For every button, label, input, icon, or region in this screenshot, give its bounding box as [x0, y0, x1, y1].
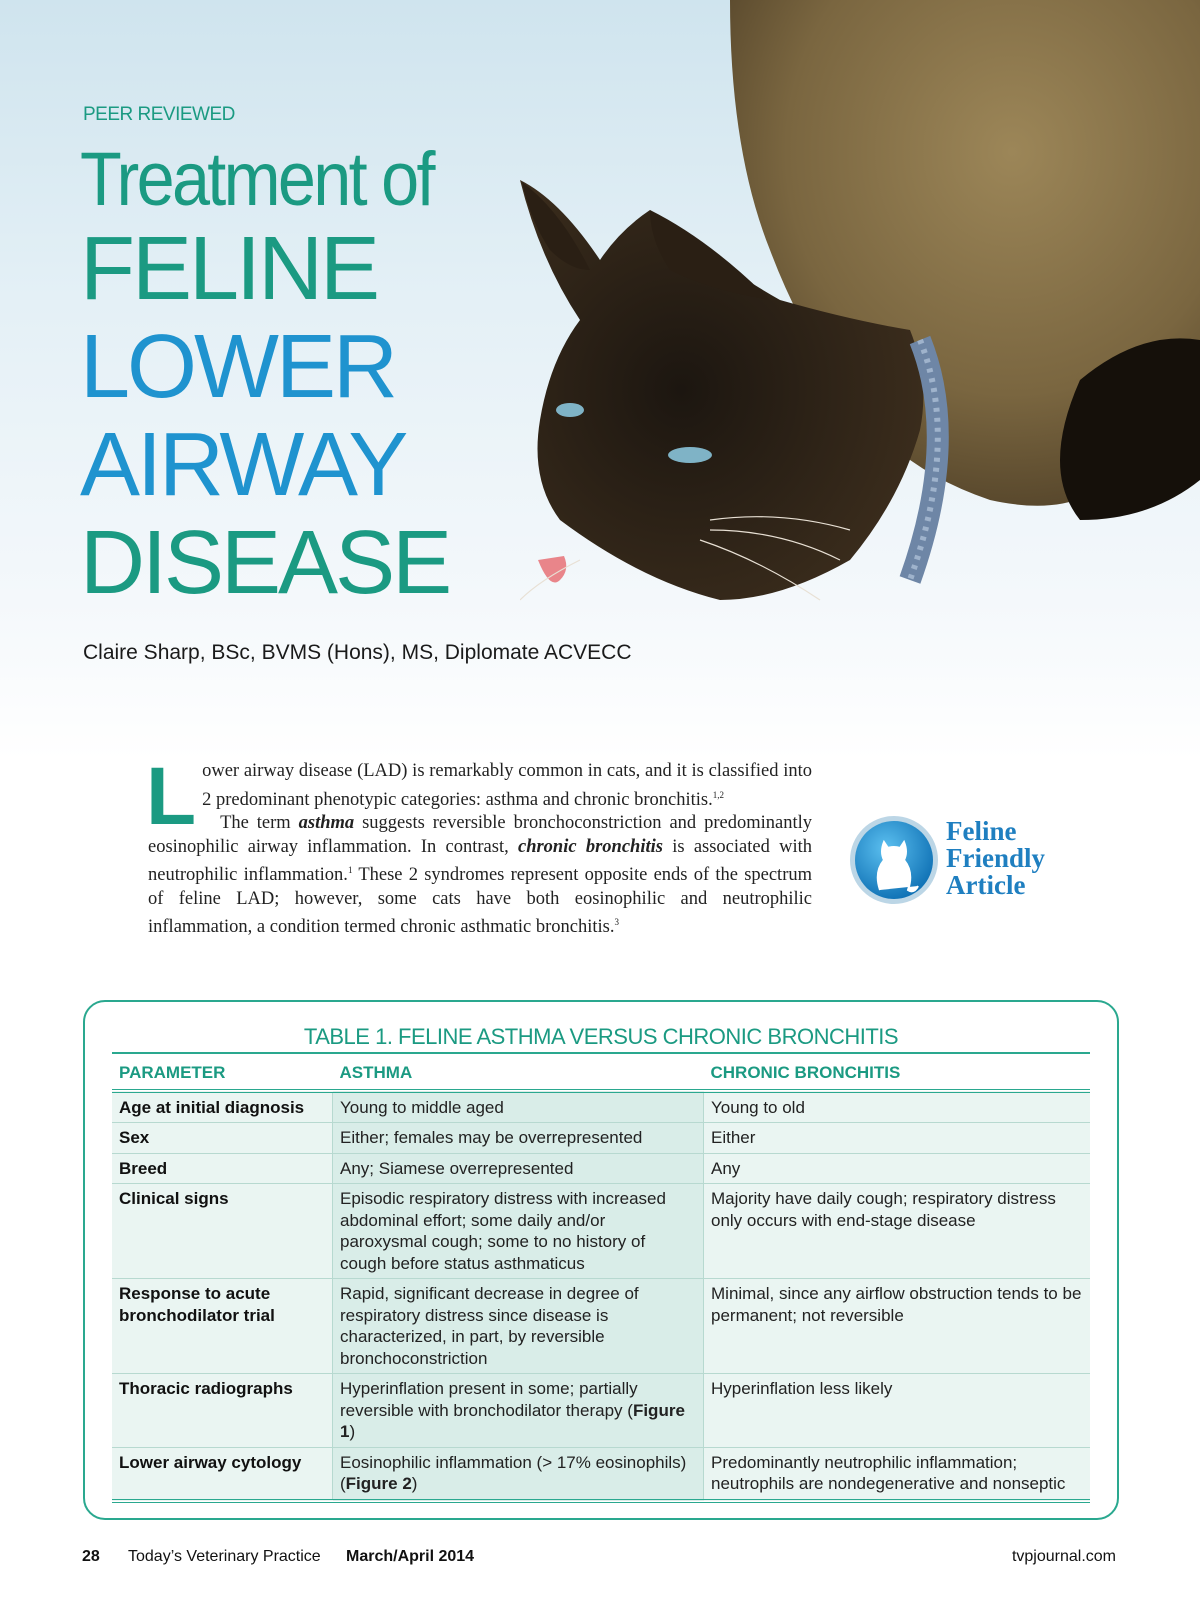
comparison-table-box [83, 1000, 1119, 1520]
author-byline: Claire Sharp, BSc, BVMS (Hons), MS, Diplomate ACVECC [83, 641, 632, 664]
text-run: The term [220, 813, 299, 834]
reference-marker: 1,2 [712, 789, 724, 800]
cell-chronic: Majority have daily cough; respiratory distress only occurs with end-stage disease [704, 1184, 1091, 1279]
cell-parameter: Lower airway cytology [112, 1447, 333, 1501]
text-run: suggests reversible bronchoconstriction and predominantly eosinophilic airway inflammation. In contrast, [148, 813, 813, 857]
table-row [112, 1153, 1090, 1184]
cell-parameter: Clinical signs [112, 1184, 333, 1279]
journal-url: tvpjournal.com [1011, 1548, 1116, 1565]
cell-asthma: Either; females may be overrepresented [333, 1123, 704, 1154]
text-run: ) [349, 1422, 356, 1441]
table-row [112, 1279, 1090, 1374]
column-header-asthma: ASTHMA [333, 1053, 704, 1091]
intro-paragraph-1: ower airway disease (LAD) is remarkably common in cats, and it is classified into 2 predominant phenotypic categories: asthma and chronic bronchitis. [202, 761, 812, 810]
figure-reference: Figure 2 [345, 1474, 412, 1493]
badge-label [946, 818, 1045, 899]
badge-line: Friendly [946, 843, 1045, 873]
table-row [112, 1447, 1090, 1501]
cell-asthma [333, 1374, 704, 1448]
figure-reference: Figure 1 [340, 1400, 685, 1441]
issue-date: March/April 2014 [346, 1548, 475, 1565]
text-run: Eosinophilic inflammation (> 17% eosinophils) [340, 1452, 687, 1472]
cell-chronic: Young to old [704, 1091, 1091, 1123]
title-line: Treatment of [80, 137, 433, 222]
cell-parameter: Sex [112, 1123, 333, 1154]
table-row [112, 1123, 1090, 1154]
publication-name: Today’s Veterinary Practice [128, 1548, 321, 1565]
badge-line: Article [946, 870, 1026, 900]
comparison-table [112, 1052, 1090, 1503]
cell-asthma [333, 1447, 704, 1501]
page-number: 28 [82, 1548, 100, 1565]
table-title: TABLE 1. FELINE ASTHMA VERSUS CHRONIC BRONCHITIS [303, 1024, 899, 1049]
cell-chronic: Either [704, 1123, 1091, 1154]
title-line: DISEASE [80, 513, 450, 613]
cell-asthma: Any; Siamese overrepresented [333, 1153, 704, 1184]
table-row [112, 1184, 1090, 1279]
cell-parameter: Response to acute bronchodilator trial [112, 1279, 333, 1374]
text-run: ( [627, 1400, 633, 1420]
cell-parameter: Thoracic radiographs [112, 1374, 333, 1448]
term-asthma: asthma [298, 813, 355, 834]
text-run: ( [340, 1474, 346, 1493]
table-row [112, 1374, 1090, 1448]
table-row [112, 1091, 1090, 1123]
siamese-cat-photo [520, 0, 1200, 640]
cell-asthma: Episodic respiratory distress with increased abdominal effort; some daily and/or paroxysmal cough; some to no history of cough before status asthmaticus [333, 1184, 704, 1279]
cell-asthma: Rapid, significant decrease in degree of respiratory distress since disease is characterized, in part, by reversible bronchoconstriction [333, 1279, 704, 1374]
cell-chronic: Minimal, since any airflow obstruction tends to be permanent; not reversible [704, 1279, 1091, 1374]
cell-chronic: Hyperinflation less likely [704, 1374, 1091, 1448]
article-title [80, 137, 472, 613]
cell-parameter: Breed [112, 1153, 333, 1184]
cell-asthma: Young to middle aged [333, 1091, 704, 1123]
text-run: ) [411, 1474, 418, 1493]
kicker: PEER REVIEWED [83, 104, 235, 125]
cell-parameter: Age at initial diagnosis [112, 1091, 333, 1123]
title-line: LOWER [80, 317, 396, 417]
cell-chronic: Predominantly neutrophilic inflammation; neutrophils are nondegenerative and nonseptic [704, 1447, 1091, 1501]
text-run: These 2 syndromes represent opposite ends of the spectrum of feline LAD; however, some cats have both eosinophilic and neutrophilic inflammation, a condition termed chronic asthmatic bronchitis. [148, 865, 813, 938]
text-run: Hyperinflation present in some; partially reversible with bronchodilator therapy [340, 1379, 638, 1420]
text-run: is associated with neutrophilic inflammation. [148, 836, 812, 886]
term-chronic-bronchitis: chronic bronchitis [517, 836, 663, 857]
reference-marker: 1 [347, 865, 353, 876]
cell-chronic: Any [704, 1153, 1091, 1184]
intro-paragraph-2 [148, 812, 812, 940]
intro-text [146, 751, 813, 940]
column-header-chronic-bronchitis: CHRONIC BRONCHITIS [704, 1053, 1091, 1091]
title-line: AIRWAY [80, 415, 406, 515]
drop-cap: L [146, 751, 197, 842]
reference-marker: 3 [614, 917, 619, 928]
column-header-parameter: PARAMETER [112, 1053, 333, 1091]
title-line: FELINE [80, 219, 378, 319]
badge-line: Feline [946, 816, 1017, 846]
